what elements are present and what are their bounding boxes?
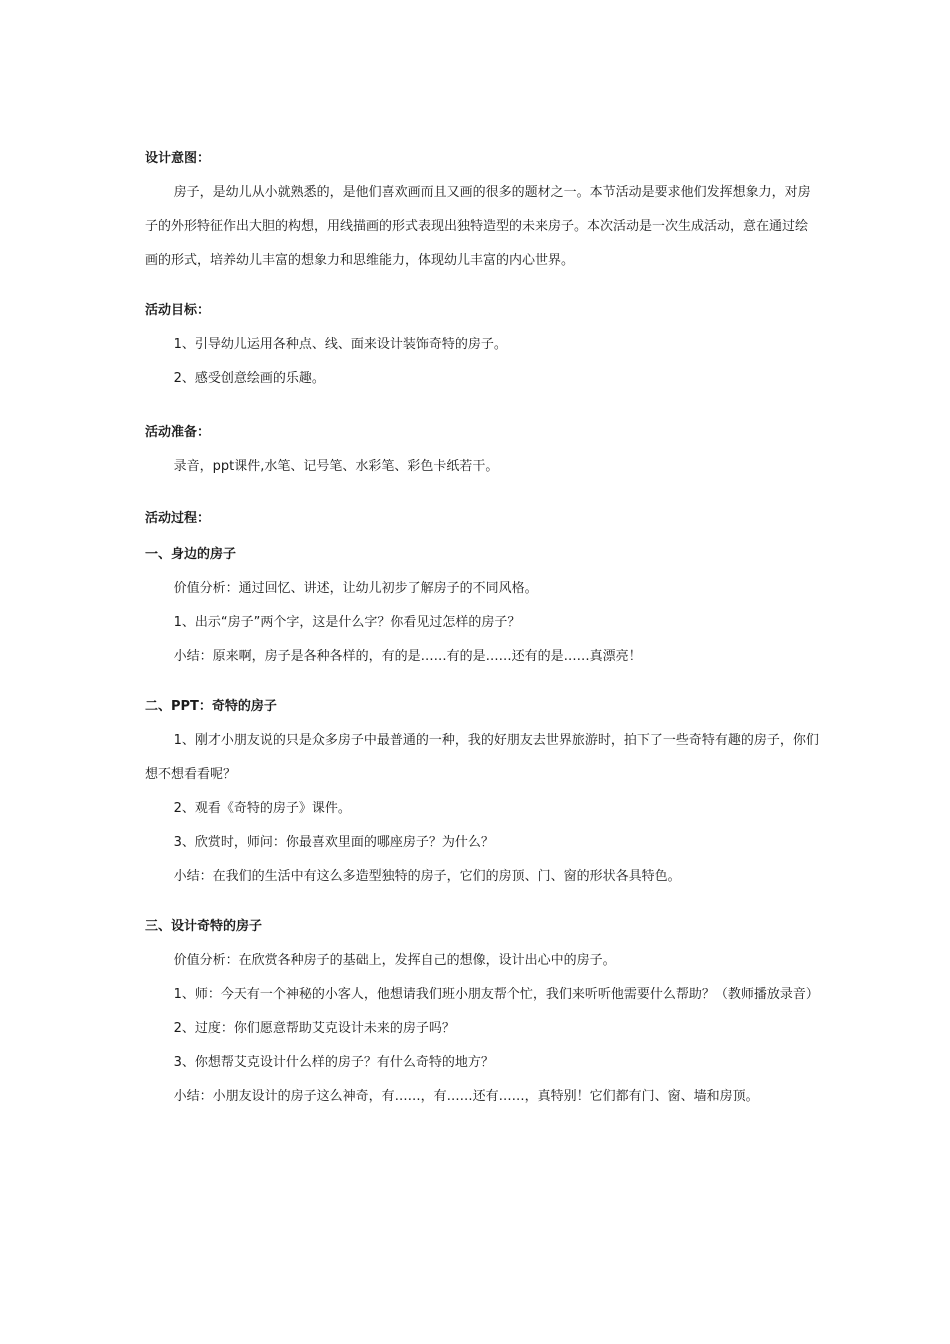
process-heading: 活动过程： xyxy=(145,511,211,526)
process-part2-line: 2、观看《奇特的房子》课件。 xyxy=(173,801,351,816)
process-part3-line: 2、过度：你们愿意帮助艾克设计未来的房子吗？ xyxy=(173,1021,455,1036)
intent-heading: 设计意图： xyxy=(145,151,211,166)
process-part2-heading: 二、PPT：奇特的房子 xyxy=(145,699,277,714)
process-part1-line: 小结：原来啊，房子是各种各样的，有的是……有的是……还有的是……真漂亮！ xyxy=(173,649,642,664)
intent-paragraph: 房子，是幼儿从小就熟悉的，是他们喜欢画而且又画的很多的题材之一。本节活动是要求他们发挥想象力，对房子的外形特征作出大胆的构想，用线描画的形式表现出独特造型的未来房子。本次活动是一次生成活动，意在通过绘画的形式，培养幼儿丰富的想象力和思维能力，体现幼儿丰富的内心世界。 xyxy=(145,185,811,268)
process-part1-heading: 一、身边的房子 xyxy=(145,547,237,562)
prep-paragraph: 录音，ppt课件,水笔、记号笔、水彩笔、彩色卡纸若干。 xyxy=(173,459,499,474)
process-part1-line: 1、出示“房子”两个字，这是什么字？你看见过怎样的房子？ xyxy=(173,615,521,630)
goals-heading: 活动目标： xyxy=(145,303,211,318)
goal-item: 2、感受创意绘画的乐趣。 xyxy=(173,371,325,386)
process-part3-line: 3、你想帮艾克设计什么样的房子？有什么奇特的地方？ xyxy=(173,1055,494,1070)
process-part2-line: 小结：在我们的生活中有这么多造型独特的房子，它们的房顶、门、窗的形状各具特色。 xyxy=(173,869,681,884)
process-part2-line: 3、欣赏时，师问：你最喜欢里面的哪座房子？为什么？ xyxy=(173,835,494,850)
document-page xyxy=(145,150,820,1114)
process-part2-line: 1、刚才小朋友说的只是众多房子中最普通的一种，我的好朋友去世界旅游时，拍下了一些奇特有趣的房子，你们想不想看看呢？ xyxy=(145,733,819,782)
process-part3-line: 1、师：今天有一个神秘的小客人，他想请我们班小朋友帮个忙，我们来听听他需要什么帮助？（教师播放录音） xyxy=(173,987,819,1002)
process-part3-line: 小结：小朋友设计的房子这么神奇，有……，有……还有……，真特别！它们都有门、窗、墙和房顶。 xyxy=(173,1089,759,1104)
goal-item: 1、引导幼儿运用各种点、线、面来设计装饰奇特的房子。 xyxy=(173,337,507,352)
process-part3-heading: 三、设计奇特的房子 xyxy=(145,919,263,934)
process-part1-line: 价值分析：通过回忆、讲述，让幼儿初步了解房子的不同风格。 xyxy=(173,581,538,596)
process-part3-line: 价值分析：在欣赏各种房子的基础上，发挥自己的想像，设计出心中的房子。 xyxy=(173,953,616,968)
prep-heading: 活动准备： xyxy=(145,425,211,440)
